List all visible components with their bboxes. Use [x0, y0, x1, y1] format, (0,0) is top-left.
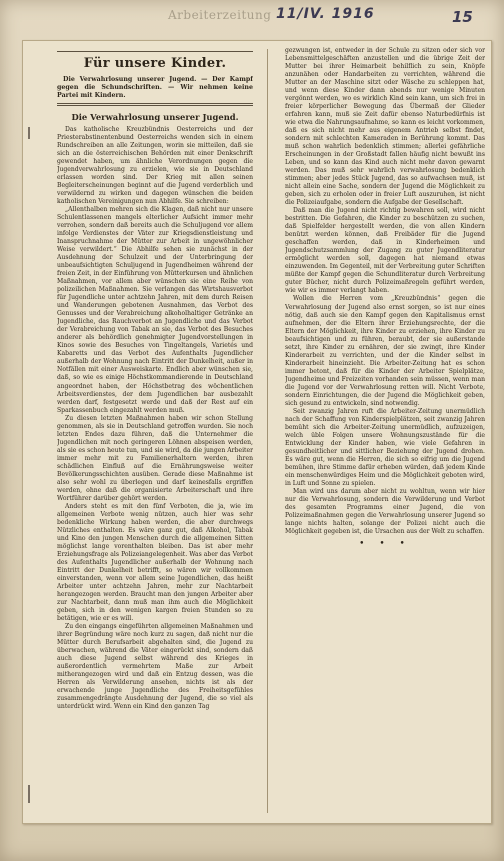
paragraph: Zu den eingangs eingeführten allgemeinen Maßnahmen und ihrer Begründung wäre noch kurz zu sagen, daß nicht nur die Mütter durch Berufsarbeit abgehalten sind, die Jugend zu überwachen, während die Väter eingerückt sind, sondern daß auch diese Jugend selbst während des Krieges in außerordentlich vermehrtem Maße zur Arbeit mitherangezogen wird und daß ein Entzug dessen, was die Herren als Verwilderung ansehen, nichts ist als der erwachende junge Jugendliche des Freiheitsgefühles zusammengedrängte Ausdehnung der Jugend, die so viel als unterdrückt wird. Wenn ein Kind den ganzen Tag	[57, 622, 253, 711]
paragraph: Daß man die Jugend nicht richtig bewahren soll, wird nicht bestritten. Die Gefahren, die Kinder zu beschützen zu suchen, daß Spielfelder hergestellt werden, die von allen Kindern benützt werden können, daß Freibäder für die Jugend geschaffen werden, daß in Kinderheimen und Jugendschutzsammlung der Zugang zu guter Jugendliteratur ermöglicht werden soll, dagegen hat niemand etwas einzuwenden. Im Gegenteil, mit der Verbreitung guter Schriften müßte der Kampf gegen die Schundliteratur durch Verbreitung guter Bücher, nicht durch Polizeimaßregeln geführt werden, wie wir es immer verlangt haben.	[285, 207, 485, 295]
newspaper-clipping	[22, 40, 492, 824]
article-headline: Für unsere Kinder.	[83, 56, 227, 71]
headline-rule	[57, 103, 253, 106]
paragraph: Wollen die Herren vom „Kreuzbündnis“ gegen die Verwahrlosung der Jugend also ernst sorgen, so ist nur eines nötig, daß auch sie den Kampf gegen den Kapitalismus ernst aufnehmen, der die Eltern ihrer Erziehungsrechte, der die Eltern der Möglichkeit, ihre Kinder zu erziehen, ihre Kinder zu beaufsichtigen und zu führen, beraubt, der sie außerstande setzt, ihre Kinder zu ernähren, der sie zwingt, ihre Kinder Kinderarbeit zu verrichten, und der die Kinder selbst in Kinderarbeit hineinzieht. Die Arbeiter-Zeitung hat es schon immer betont, daß für die Kinder der Arbeiter Spielplätze, Jugendheime und Freizeiten vorhanden sein müssen, wenn man die Jugend vor der Verwahrlosung retten will. Nicht Verbote, sondern Einrichtungen, die der Jugend die Möglichkeit geben, sich gesund zu entwickeln, sind notwendig.	[285, 295, 485, 407]
paragraph: Das katholische Kreuzbündnis Oesterreichs und der Priesterabstinentenbund Oesterreichs wenden sich in einem Rundschreiben an alle Zeitungen, worin sie mitteilen, daß sie sich an die österreichischen Behörden mit einer Denkschrift gewendet haben, um ähnliche Verordnungen gegen die Jugendverwahrlosung zu erzielen, wie sie in Deutschland erlassen worden sind. Der Krieg mit allen seinen Begleiterscheinungen beginnt auf die Jugend verderblich und verwildernd zu wirken und dagegen wünschen die beiden katholischen Vereinigungen nun Abhilfe. Sie schreiben:	[57, 126, 253, 206]
paragraph: Zu diesen letzten Maßnahmen haben wir schon Stellung genommen, als sie in Deutschland getroffen wurden. Sie noch letzten Endes dazu führen, daß die Unternehmer die Jugendlichen mit noch geringeren Löhnen abspeisen werden, als sie es schon heute tun, und sie wird, da die jungen Arbeiter immer mehr mit zu Familienerhaltern werden, ihren schädlichen Einfluß auf die Ernährungsweise weiter Bevölkerungsschichten ausüben. Gerade diese Maßnahme ist also sehr wohl zu überlegen und darf keinesfalls ergriffen werden, ohne daß die organisierte Arbeiterschaft und ihre Wortführer darüber gehört werden.	[57, 414, 253, 502]
paragraph: „Allenthalben mehren sich die Klagen, daß nicht nur unsere Schulentlassenen mangels elterlicher Aufsicht immer mehr verrohen, sondern daß bereits auch die Schuljugend vor allem infolge Verdienstes der Väter zur Kriegsdienstleistung und Inanspruchnahme der Mütter zur Arbeit in ungewöhnlicher Weise verwildert.“ Die Abhilfe sehen sie zunächst in der Ausdehnung der Schulzeit und der Unterbringung der unbeaufsichtigten Schuljugend in Jugendheimen während der freien Zeit, in der Einführung von Mütterkursen und ähnlichen Maßnahmen, vor allem aber wünschen sie eine Reihe von polizeilichen Maßnahmen. Sie verlangen das Wirtshausverbot für Jugendliche unter achtzehn Jahren, mit dem durch Reisen und Wanderungen gebotenen Ausnahmen, das Verbot des Genusses und der Verabreichung alkoholhaltiger Getränke an Jugendliche, das Rauchverbot an Jugendliche und das Verbot der Verabreichung von Tabak an sie, das Verbot des Besuches anderer als behördlich genehmigter Jugendvorstellungen in Kinos sowie des Besuches von Tingeltangels, Varietés und Kabaretts und das Verbot des Aufenthalts Jugendlicher außerhalb der Wohnung nach Eintritt der Dunkelheit, außer in Notfällen mit einer Ausweiskarte. Endlich aber wünschen sie, daß, so wie es einige Höchstkommandierende in Deutschland angeordnet haben, der Höchstbetrag des wöchentlichen Arbeitsverdienstes, der dem Jugendlichen bar ausbezahlt werden darf, festgesetzt werde und daß der Rest auf ein Sparkassenbuch eingezahlt werden muß.	[57, 206, 253, 414]
end-mark: • • •	[359, 538, 411, 549]
article-column-left	[57, 47, 253, 817]
paragraph: gezwungen ist, entweder in der Schule zu sitzen oder sich vor Lebensmittelgeschäften anzustellen und die übrige Zeit der Mutter bei ihrer Heimarbeit behilflich zu sein, Knöpfe anzunähen oder Handarbeiten zu verrichten, während die Mutter an der Maschine sitzt oder Wäsche zu schleppen hat, und wenn diese Kinder dann abends nur wenige Minuten vergönnt werden, wo es wirklich Kind sein kann, um sich frei in freier körperlicher Bewegung das Übermaß der Glieder erfahren kann, muß sie Zeit dafür ebenso Naturbedürfnis ist wie etwa die Nahrungsaufnahme, so kann es leicht vorkommen, daß es sich nicht mehr aus eigenem Antrieb selbst findet, sondern mit schlechten Kameraden in Berührung kommt. Das muß schon wahrlich bedenklich stimmen; allerlei gefährliche Erscheinungen in der Großstadt fallen häufig nicht bewußt ins Leben, und so kann das Kind auch nicht mehr davon gewarnt werden. Das muß sehr wahrlich verwahrlosung bedenklich stimmen; aber jedes Stück Jugend, das so aufwachsen muß, ist nicht allein eine Sache, sondern der Jugend die Möglichkeit zu geben, sich zu erholen oder in freier Luft auszuruhen, ist nicht die Polizeiaufgabe, sondern die Aufgabe der Gesellschaft.	[285, 47, 485, 207]
article-subtitle: Die Verwahrlosung unserer Jugend. — Der Kampf gegen die Schundschriften. — Wir nehmen keine Partei mit Kindern.	[57, 76, 253, 99]
handwritten-number: 15	[452, 8, 473, 26]
newspaper-stamp: Arbeiterzeitung	[168, 8, 272, 22]
pencil-mark	[28, 127, 30, 139]
column-divider	[267, 49, 268, 813]
handwritten-date: 11/IV. 1916	[276, 6, 375, 22]
top-rule	[57, 51, 253, 52]
paragraph: Man wird uns darum aber nicht zu wohltun, wenn wir hier nur die Verwahrlosung, sondern die Verwilderung und Verbot des gesamten Programms einer Jugend, die von Polizeimaßnahmen gegen die Verwahrlosung unserer Jugend so lange nichts halten, solange der Polizei nicht auch die Möglichkeit gegeben ist, die Ursachen aus der Welt zu schaffen.	[285, 487, 485, 535]
paragraph: Anders steht es mit den fünf Verboten, die ja, wie im allgemeinen Verbote wenig nützen, auch hier was sehr bedenkliche Wirkung haben werden, die aber durchwegs Nützliches enthalten. Es wäre ganz gut, daß Alkohol, Tabak und Kino den jungen Menschen durch die allgemeinen Sitten möglichst lange vorenthalten bleiben. Das ist aber mehr Erziehungsfrage als Polizeiangelegenheit. Was aber das Verbot des Aufenthalts Jugendlicher außerhalb der Wohnung nach Eintritt der Dunkelheit betrifft, so wären wir vollkommen einverstanden, wenn vor allem seine Jugendlichen, das heißt Arbeiter unter achtzehn Jahren, mehr zur Nachtarbeit herangezogen werden. Braucht man den jungen Arbeiter aber zur Nachtarbeit, dann muß man ihm auch die Möglichkeit geben, sich in den wenigen kargen freien Stunden so zu betätigen, wie er es will.	[57, 502, 253, 622]
paragraph: Seit zwanzig Jahren ruft die Arbeiter-Zeitung unermüdlich nach der Schaffung von Kinderspielplätzen, seit zwanzig Jahren bemüht sich die Arbeiter-Zeitung unermüdlich, aufzuzeigen, welch üble Folgen unsere Wohnungszustände für die Entwicklung der Kinder haben, wie viele Gefahren in gesundheitlicher und sittlicher Beziehung der Jugend drohen. Es wäre gut, wenn die Herren, die sich so eifrig um die Jugend bemühen, ihre Stimme dafür erheben würden, daß jedem Kinde ein menschenwürdiges Heim und die Möglichkeit geboten wird, in Luft und Sonne zu spielen.	[285, 407, 485, 487]
article-column-right	[285, 47, 485, 817]
pencil-mark	[28, 785, 30, 803]
section-title: Die Verwahrlosung unserer Jugend.	[71, 112, 239, 122]
